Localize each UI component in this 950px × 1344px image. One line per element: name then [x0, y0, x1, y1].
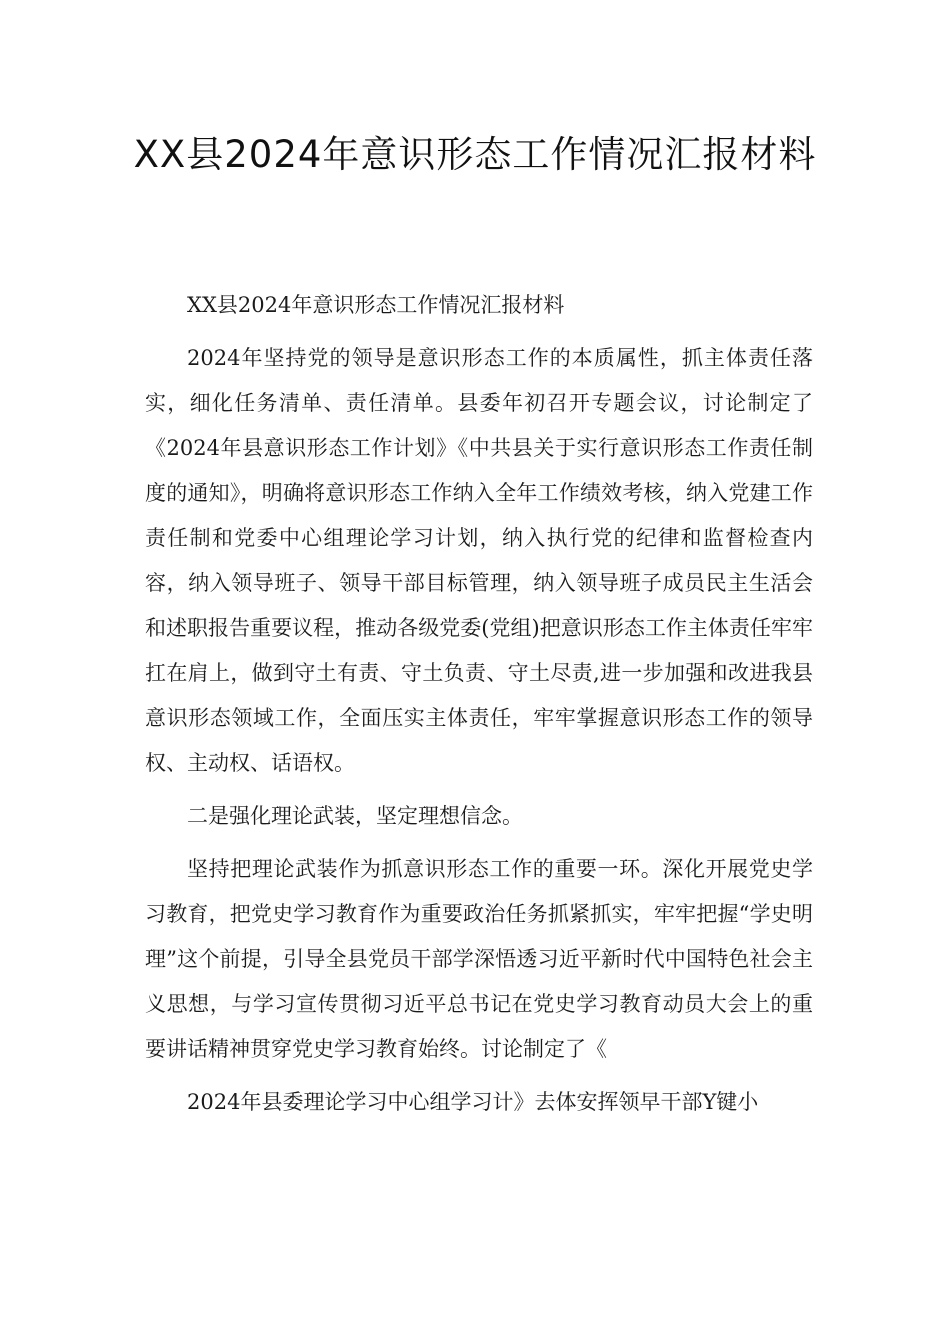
document-title: XX县2024年意识形态工作情况汇报材料	[133, 133, 817, 176]
paragraph-heading-repeat: XX县2024年意识形态工作情况汇报材料	[187, 293, 565, 317]
document-body	[145, 283, 813, 1133]
paragraph-section-two-heading: 二是强化理论武装，坚定理想信念。	[187, 804, 523, 828]
paragraph-theory-study: 坚持把理论武装作为抓意识形态工作的重要一环。深化开展党史学习教育，把党史学习教育作为重要政治任务抓紧抓实，牢牢把握“学史明理”这个前提，引导全县党员干部学深悟透习近平新时代中国特色社会主义思想，与学习宣传贯彻习近平总书记在党史学习教育动员大会上的重要讲话精神贯穿党史学习教育始终。讨论制定了《	[145, 857, 813, 1061]
paragraph-study-plan: 2024年县委理论学习中心组学习计》去体安挥领早干部Y键小	[187, 1090, 759, 1114]
paragraph-party-leadership: 2024年坚持党的领导是意识形态工作的本质属性，抓主体责任落实，细化任务清单、责任清单。县委年初召开专题会议，讨论制定了《2024年县意识形态工作计划》《中共县关于实行意识形态工作责任制度的通知》，明确将意识形态工作纳入全年工作绩效考核，纳入党建工作责任制和党委中心组理论学习计划，纳入执行党的纪律和监督检查内容，纳入领导班子、领导干部目标管理，纳入领导班子成员民主生活会和述职报告重要议程，推动各级党委(党组)把意识形态工作主体责任牢牢扛在肩上，做到守土有责、守土负责、守土尽责,进一步加强和改进我县意识形态领域工作，全面压实主体责任，牢牢掌握意识形态工作的领导权、主动权、话语权。	[145, 346, 813, 775]
